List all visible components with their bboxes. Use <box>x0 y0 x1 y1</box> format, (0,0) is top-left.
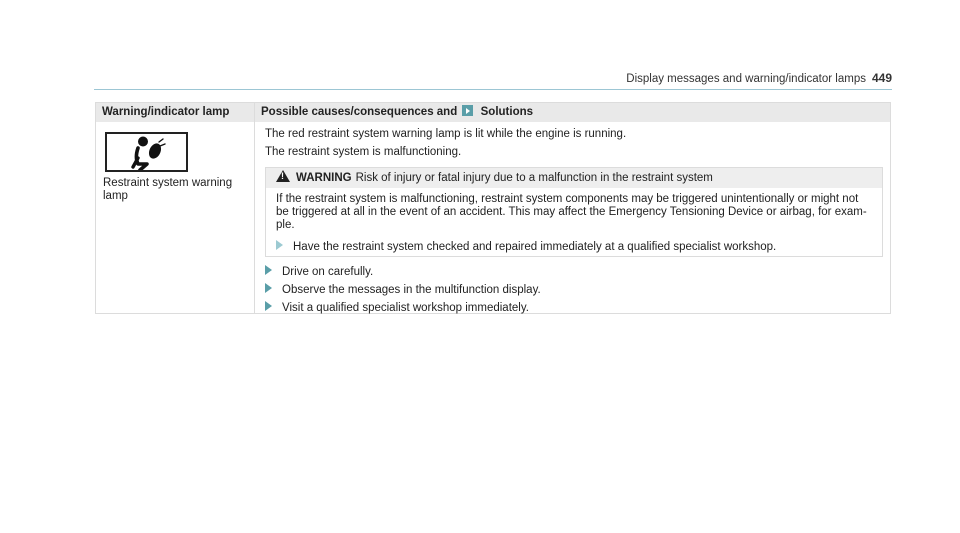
triangle-right-icon <box>265 301 272 311</box>
step-item <box>265 283 541 297</box>
warning-header <box>266 168 882 188</box>
step-item <box>265 265 373 279</box>
warning-lamp-table <box>95 102 891 314</box>
triangle-right-icon <box>462 105 473 116</box>
warning-step-text: Have the restraint system checked and repaired immediately at a qualified specialist workshop. <box>293 241 777 253</box>
warning-body: If the restraint system is malfunctioning, restraint system components may be triggered unintentionally or might not be triggered at all in the event of an accident. This may affect the Emergency Tensioning Device or airbag, for exam-ple. <box>276 193 867 231</box>
step-text: Observe the messages in the multifunction display. <box>282 284 541 296</box>
warning-title: Risk of injury or fatal injury due to a malfunction in the restraint system <box>355 172 713 184</box>
warning-label: WARNING <box>296 172 352 184</box>
cause-line-1: The red restraint system warning lamp is lit while the engine is running. <box>265 128 627 140</box>
warning-triangle-icon <box>276 170 290 182</box>
page-header <box>94 71 892 90</box>
airbag-seated-person-icon <box>107 134 186 170</box>
warning-step <box>276 240 776 253</box>
triangle-right-icon <box>276 240 283 250</box>
col-header-lamp: Warning/indicator lamp <box>96 103 254 122</box>
triangle-right-icon <box>265 283 272 293</box>
header-text <box>626 71 892 85</box>
lamp-icon-box <box>105 132 188 172</box>
cause-line-2: The restraint system is malfunctioning. <box>265 146 462 158</box>
lamp-label: Restraint system warning lamp <box>103 177 233 202</box>
step-text: Drive on carefully. <box>282 266 374 278</box>
step-text: Visit a qualified specialist workshop immediately. <box>282 302 529 314</box>
triangle-right-icon <box>265 265 272 275</box>
col-header-causes <box>255 103 890 122</box>
col-header-causes-text: Possible causes/consequences and <box>261 106 458 118</box>
column-divider <box>254 103 255 313</box>
col-header-solutions-text: Solutions <box>480 106 534 118</box>
warning-box <box>265 167 883 257</box>
section-title: Display messages and warning/indicator lamps <box>626 73 866 85</box>
step-item <box>265 301 529 315</box>
page-number: 449 <box>871 71 892 85</box>
